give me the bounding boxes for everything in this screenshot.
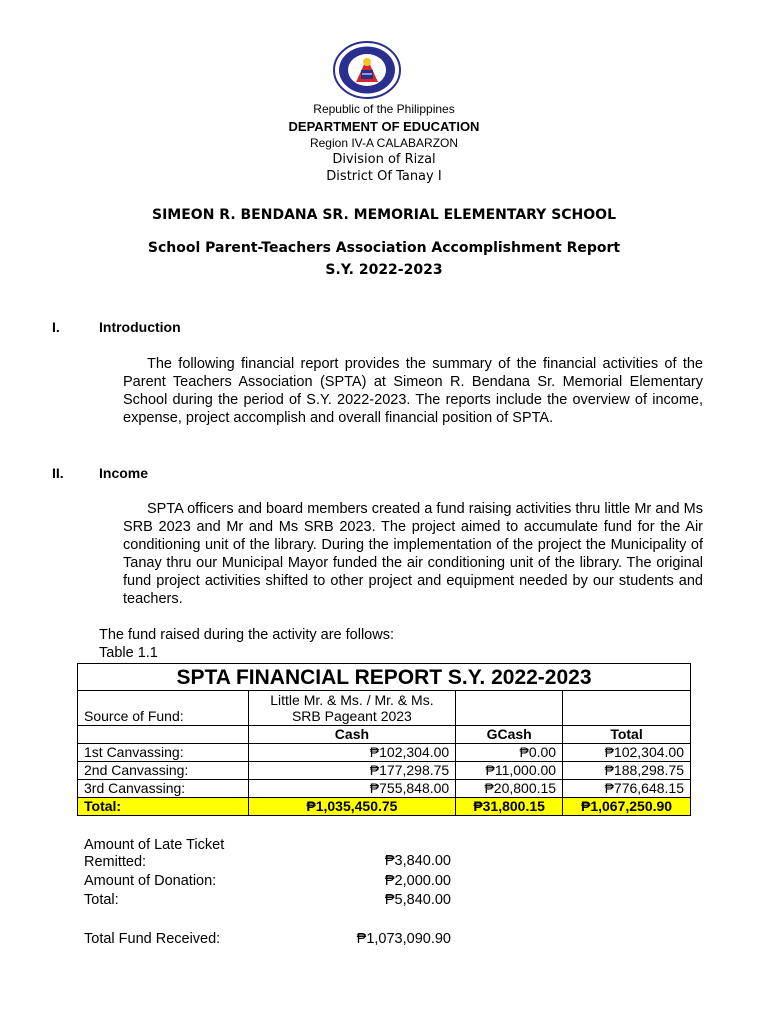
summary-total-value: ₱5,840.00 (384, 892, 451, 908)
total-cell: ₱188,298.75 (563, 762, 691, 780)
column-header-total: Total (563, 726, 691, 744)
donation-label: Amount of Donation: (84, 873, 217, 889)
report-title: School Parent-Teachers Association Accomplishment Report (147, 240, 621, 256)
financial-report-table (77, 663, 691, 816)
gcash-cell: ₱20,800.15 (456, 780, 563, 798)
total-row (78, 798, 691, 816)
total-cash-cell: ₱1,035,450.75 (248, 798, 456, 816)
late-ticket-label (84, 837, 224, 871)
district-line: District Of Tanay I (326, 169, 442, 184)
republic-line: Republic of the Philippines (313, 102, 455, 116)
section-number-intro: I. (52, 319, 60, 335)
section-title-intro: Introduction (99, 319, 181, 335)
table-row (78, 780, 691, 798)
cash-cell: ₱177,298.75 (248, 762, 456, 780)
event-label: Little Mr. & Ms. / Mr. & Ms. SRB Pageant 2023 (248, 691, 456, 726)
school-name: SIMEON R. BENDANA SR. MEMORIAL ELEMENTARY SCHOOL (152, 207, 616, 223)
school-year: S.Y. 2022-2023 (325, 262, 443, 278)
section-number-income: II. (52, 465, 64, 481)
department-line: DEPARTMENT OF EDUCATION (288, 119, 480, 134)
table-row (78, 744, 691, 762)
row-label: 2nd Canvassing: (78, 762, 249, 780)
gcash-cell: ₱0.00 (456, 744, 563, 762)
section-title-income: Income (99, 465, 149, 481)
column-header-cash: Cash (248, 726, 456, 744)
fund-received-value: ₱1,073,090.90 (356, 931, 451, 947)
total-row-label: Total: (78, 798, 249, 816)
late-ticket-label-line1: Amount of Late Ticket (84, 837, 225, 853)
late-ticket-value: ₱3,840.00 (384, 853, 451, 869)
summary-total-label: Total: (84, 892, 119, 908)
division-line: Division of Rizal (332, 152, 436, 167)
cash-cell: ₱102,304.00 (248, 744, 456, 762)
donation-value: ₱2,000.00 (384, 873, 451, 889)
total-gcash-cell: ₱31,800.15 (456, 798, 563, 816)
row-label: 3rd Canvassing: (78, 780, 249, 798)
column-header-gcash: GCash (456, 726, 563, 744)
fund-received-label: Total Fund Received: (84, 931, 221, 947)
empty-header-cell (78, 726, 249, 744)
income-paragraph: SPTA officers and board members created a fund raising activities thru little Mr and Ms SRB 2023 and Mr and Ms SRB 2023. The project aimed to accumulate fund for the Air conditioning unit of the library. During the implementation of the project the Municipality of Tanay thru our Municipal Mayor funded the air conditioning unit of the library. The original fund project activities shifted to other project and equipment needed by our students and teachers. (123, 501, 703, 607)
fund-intro-text: The fund raised during the activity are follows: (99, 627, 394, 643)
cash-cell: ₱755,848.00 (248, 780, 456, 798)
late-ticket-label-line2: Remitted: (84, 854, 147, 870)
row-label: 1st Canvassing: (78, 744, 249, 762)
table-title: SPTA FINANCIAL REPORT S.Y. 2022-2023 (78, 664, 691, 691)
total-cell: ₱102,304.00 (563, 744, 691, 762)
source-of-fund-label: Source of Fund: (78, 691, 249, 726)
table-label: Table 1.1 (99, 645, 158, 661)
table-row (78, 762, 691, 780)
empty-header-cell (456, 691, 563, 726)
total-cell: ₱776,648.15 (563, 780, 691, 798)
grand-total-cell: ₱1,067,250.90 (563, 798, 691, 816)
region-line: Region IV-A CALABARZON (309, 136, 459, 150)
empty-header-cell (563, 691, 691, 726)
deped-seal-logo (331, 40, 403, 100)
gcash-cell: ₱11,000.00 (456, 762, 563, 780)
intro-paragraph: The following financial report provides the summary of the financial activities of the Parent Teachers Association (SPTA) at Simeon R. Bendana Sr. Memorial Elementary School during the period of S.Y. 2022-2023. The reports include the overview of income, expense, project accomplish and overall financial position of SPTA. (123, 356, 703, 426)
